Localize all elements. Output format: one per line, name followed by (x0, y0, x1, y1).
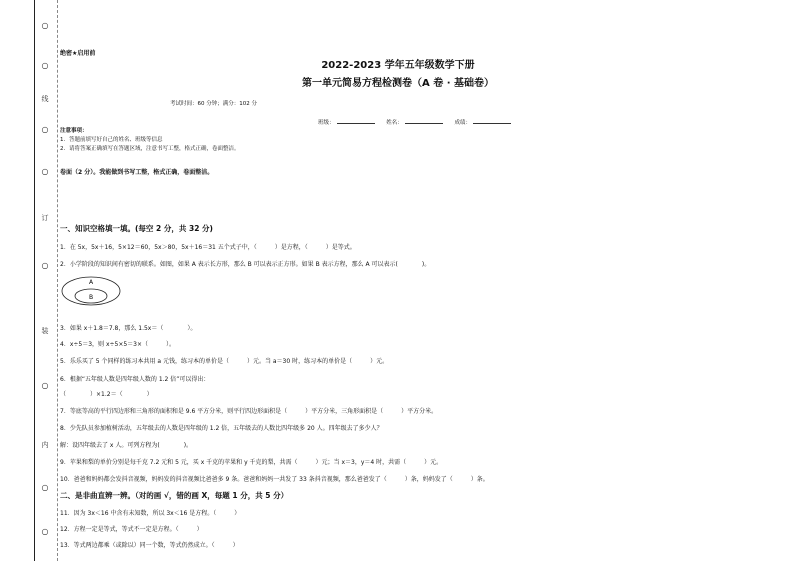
question-9: 9．苹果和梨的单价分别是每千克 7.2 元和 5 元，买 x 千克的苹果和 y 千克的梨，共需（ ）元；当 x＝3，y＝4 时，共需（ ）元。 (60, 459, 443, 466)
venn-diagram (60, 275, 122, 307)
binding-circle: ○ (36, 62, 54, 70)
score-label: 成绩： (454, 120, 472, 126)
section-heading: 二、是非曲直辨一辨。（对的画 √，错的画 X，每题 1 分，共 5 分） (60, 491, 289, 500)
class-field[interactable] (337, 118, 375, 124)
question-5: 5．乐乐买了 5 个同样的练习本共用 a 元钱，练习本的单价是（ ）元。当 a＝30 时，练习本的单价是（ ）元。 (60, 358, 389, 365)
question-6: 6．根据“五年级人数是四年级人数的 1.2 倍”可以得出： (60, 376, 210, 383)
question-3: 3．如果 x＋1.8＝7.8，那么 1.5x＝（ ）。 (60, 325, 197, 332)
binding-label-xian: 线 (41, 95, 49, 103)
binding-label-nei: 内 (41, 441, 49, 449)
notes-item: 2．请将答案正确填写在答题区域，注意书写工整，格式正确，卷面整洁。 (60, 146, 240, 152)
binding-label-ding: 订 (41, 214, 49, 222)
question-4: 4．x÷5＝3，则 x÷5×5＝3×（ ）。 (60, 341, 176, 348)
question-11: 11．因为 3x＜16 中含有未知数，所以 3x＜16 是方程。（ ） (60, 510, 241, 517)
question-12: 12．方程一定是等式，等式不一定是方程。（ ） (60, 526, 203, 533)
question-13: 13．等式两边都乘（或除以）同一个数，等式仍然成立。（ ） (60, 542, 239, 549)
section-heading: 一、知识空格填一填。(每空 2 分，共 32 分) (60, 224, 213, 233)
student-info-row (318, 118, 521, 126)
binding-circle: ○ (36, 484, 54, 492)
question-2: 2．小学阶段的知识间有密切的联系。如图，如果 A 表示长方形，那么 B 可以表示正方形。如果 B 表示方程，那么 A 可以表示( )。 (60, 261, 431, 268)
venn-label-a: A (89, 279, 94, 286)
binding-circle: ○ (36, 22, 54, 30)
binding-line (34, 0, 58, 561)
class-label: 班级： (318, 120, 335, 126)
name-field[interactable] (405, 118, 443, 124)
exam-subtitle: 第一单元简易方程检测卷（A 卷 · 基础卷） (302, 78, 494, 89)
binding-circle: ○ (36, 168, 54, 176)
name-label: 姓名： (386, 120, 403, 126)
notes-title: 注意事项： (60, 128, 88, 134)
question-8-solution: 解：设四年级去了 x 人。可列方程为( )。 (60, 442, 193, 449)
question-7: 7．等底等高的平行四边形和三角形的面积和是 9.6 平方分米，则平行四边形面积是（ ）平方分米，三角形面积是（ ）平方分米。 (60, 408, 438, 415)
question-6-equation: （ ）×1.2＝（ ） (60, 391, 153, 398)
binding-circle: ○ (36, 528, 54, 536)
score-field[interactable] (473, 118, 511, 124)
secret-mark: 绝密★启用前 (60, 50, 96, 57)
exam-time-score: 考试时间：60 分钟；满分：102 分 (170, 101, 257, 107)
question-1: 1．在 5x，5x＋16，5×12＝60，5x＞80，5x＋16＝31 五个式子中，（ ）是方程，（ ）是等式。 (60, 244, 356, 251)
notes-block (60, 127, 240, 154)
venn-label-b: B (89, 294, 94, 301)
neatness-note: 卷面（2 分）。我能做到书写工整，格式正确，卷面整洁。 (60, 169, 214, 176)
notes-item: 1．答题前填写好自己的姓名、班级等信息 (60, 137, 163, 143)
binding-circle: ○ (36, 126, 54, 134)
question-10: 10．爸爸和妈妈都会发抖音视频，妈妈发的抖音视频比爸爸多 9 条。爸爸和妈妈一共发了 33 条抖音视频，那么爸爸发了（ ）条，妈妈发了（ ）条。 (60, 476, 489, 483)
binding-circle: ○ (36, 382, 54, 390)
question-8: 8．少先队员参加植树活动，五年级去的人数是四年级的 1.2 倍，五年级去的人数比四年级多 20 人。四年级去了多少人？ (60, 425, 383, 432)
binding-circle: ○ (36, 262, 54, 270)
exam-page (60, 0, 760, 561)
exam-title: 2022-2023 学年五年级数学下册 (321, 60, 475, 71)
binding-label-zhuang: 装 (41, 327, 49, 335)
